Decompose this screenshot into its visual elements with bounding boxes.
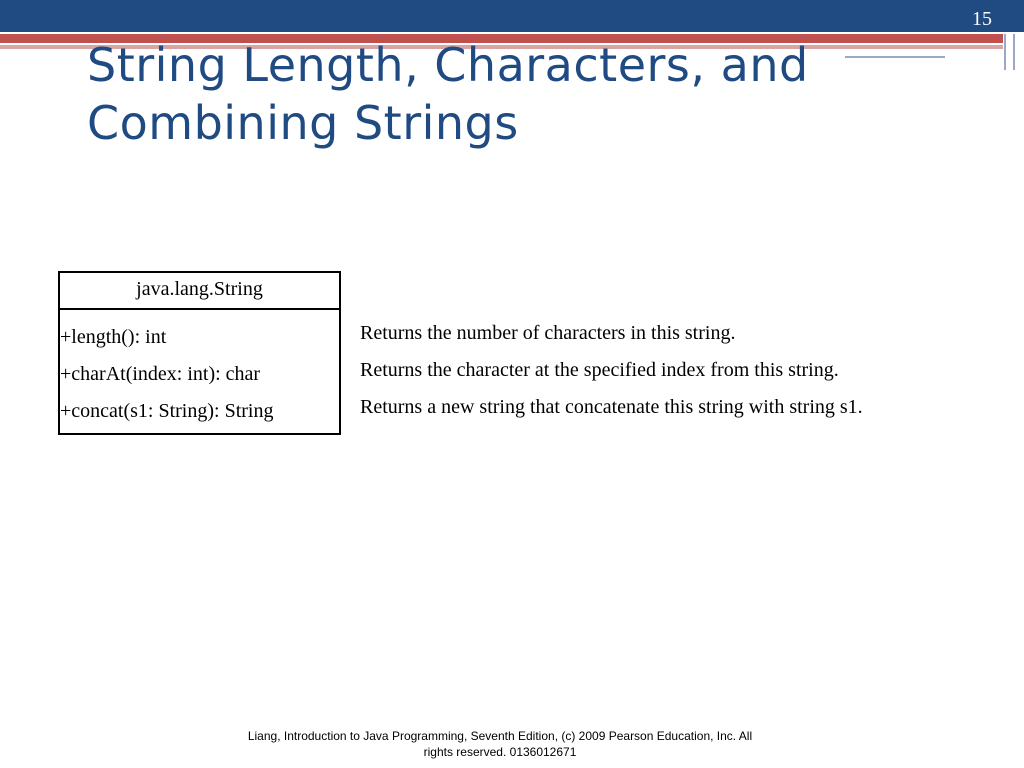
uml-method-length: +length(): int xyxy=(60,326,167,348)
slide-title-line-1: String Length, Characters, and xyxy=(87,38,809,92)
right-decoration-line xyxy=(1004,34,1006,70)
uml-class-diagram xyxy=(58,271,341,435)
slide-title xyxy=(87,36,947,152)
uml-class-name: java.lang.String xyxy=(60,273,339,310)
footer-line-2: rights reserved. 0136012671 xyxy=(423,745,577,759)
footer-line-1: Liang, Introduction to Java Programming, Seventh Edition, (c) 2009 Pearson Education, Inc. All xyxy=(247,729,753,743)
slide-title-line-2: Combining Strings xyxy=(87,96,519,150)
description-charat: Returns the character at the specified index from this string. xyxy=(360,359,839,381)
footer-copyright xyxy=(190,728,810,760)
top-decoration-bar xyxy=(0,0,1024,32)
right-decoration-line-2 xyxy=(1013,34,1015,70)
uml-method-concat: +concat(s1: String): String xyxy=(60,400,274,422)
description-concat: Returns a new string that concatenate this string with string s1. xyxy=(360,396,863,418)
description-length: Returns the number of characters in this string. xyxy=(360,322,736,344)
uml-method-charat: +charAt(index: int): char xyxy=(60,363,261,385)
slide-number: 15 xyxy=(972,8,992,30)
